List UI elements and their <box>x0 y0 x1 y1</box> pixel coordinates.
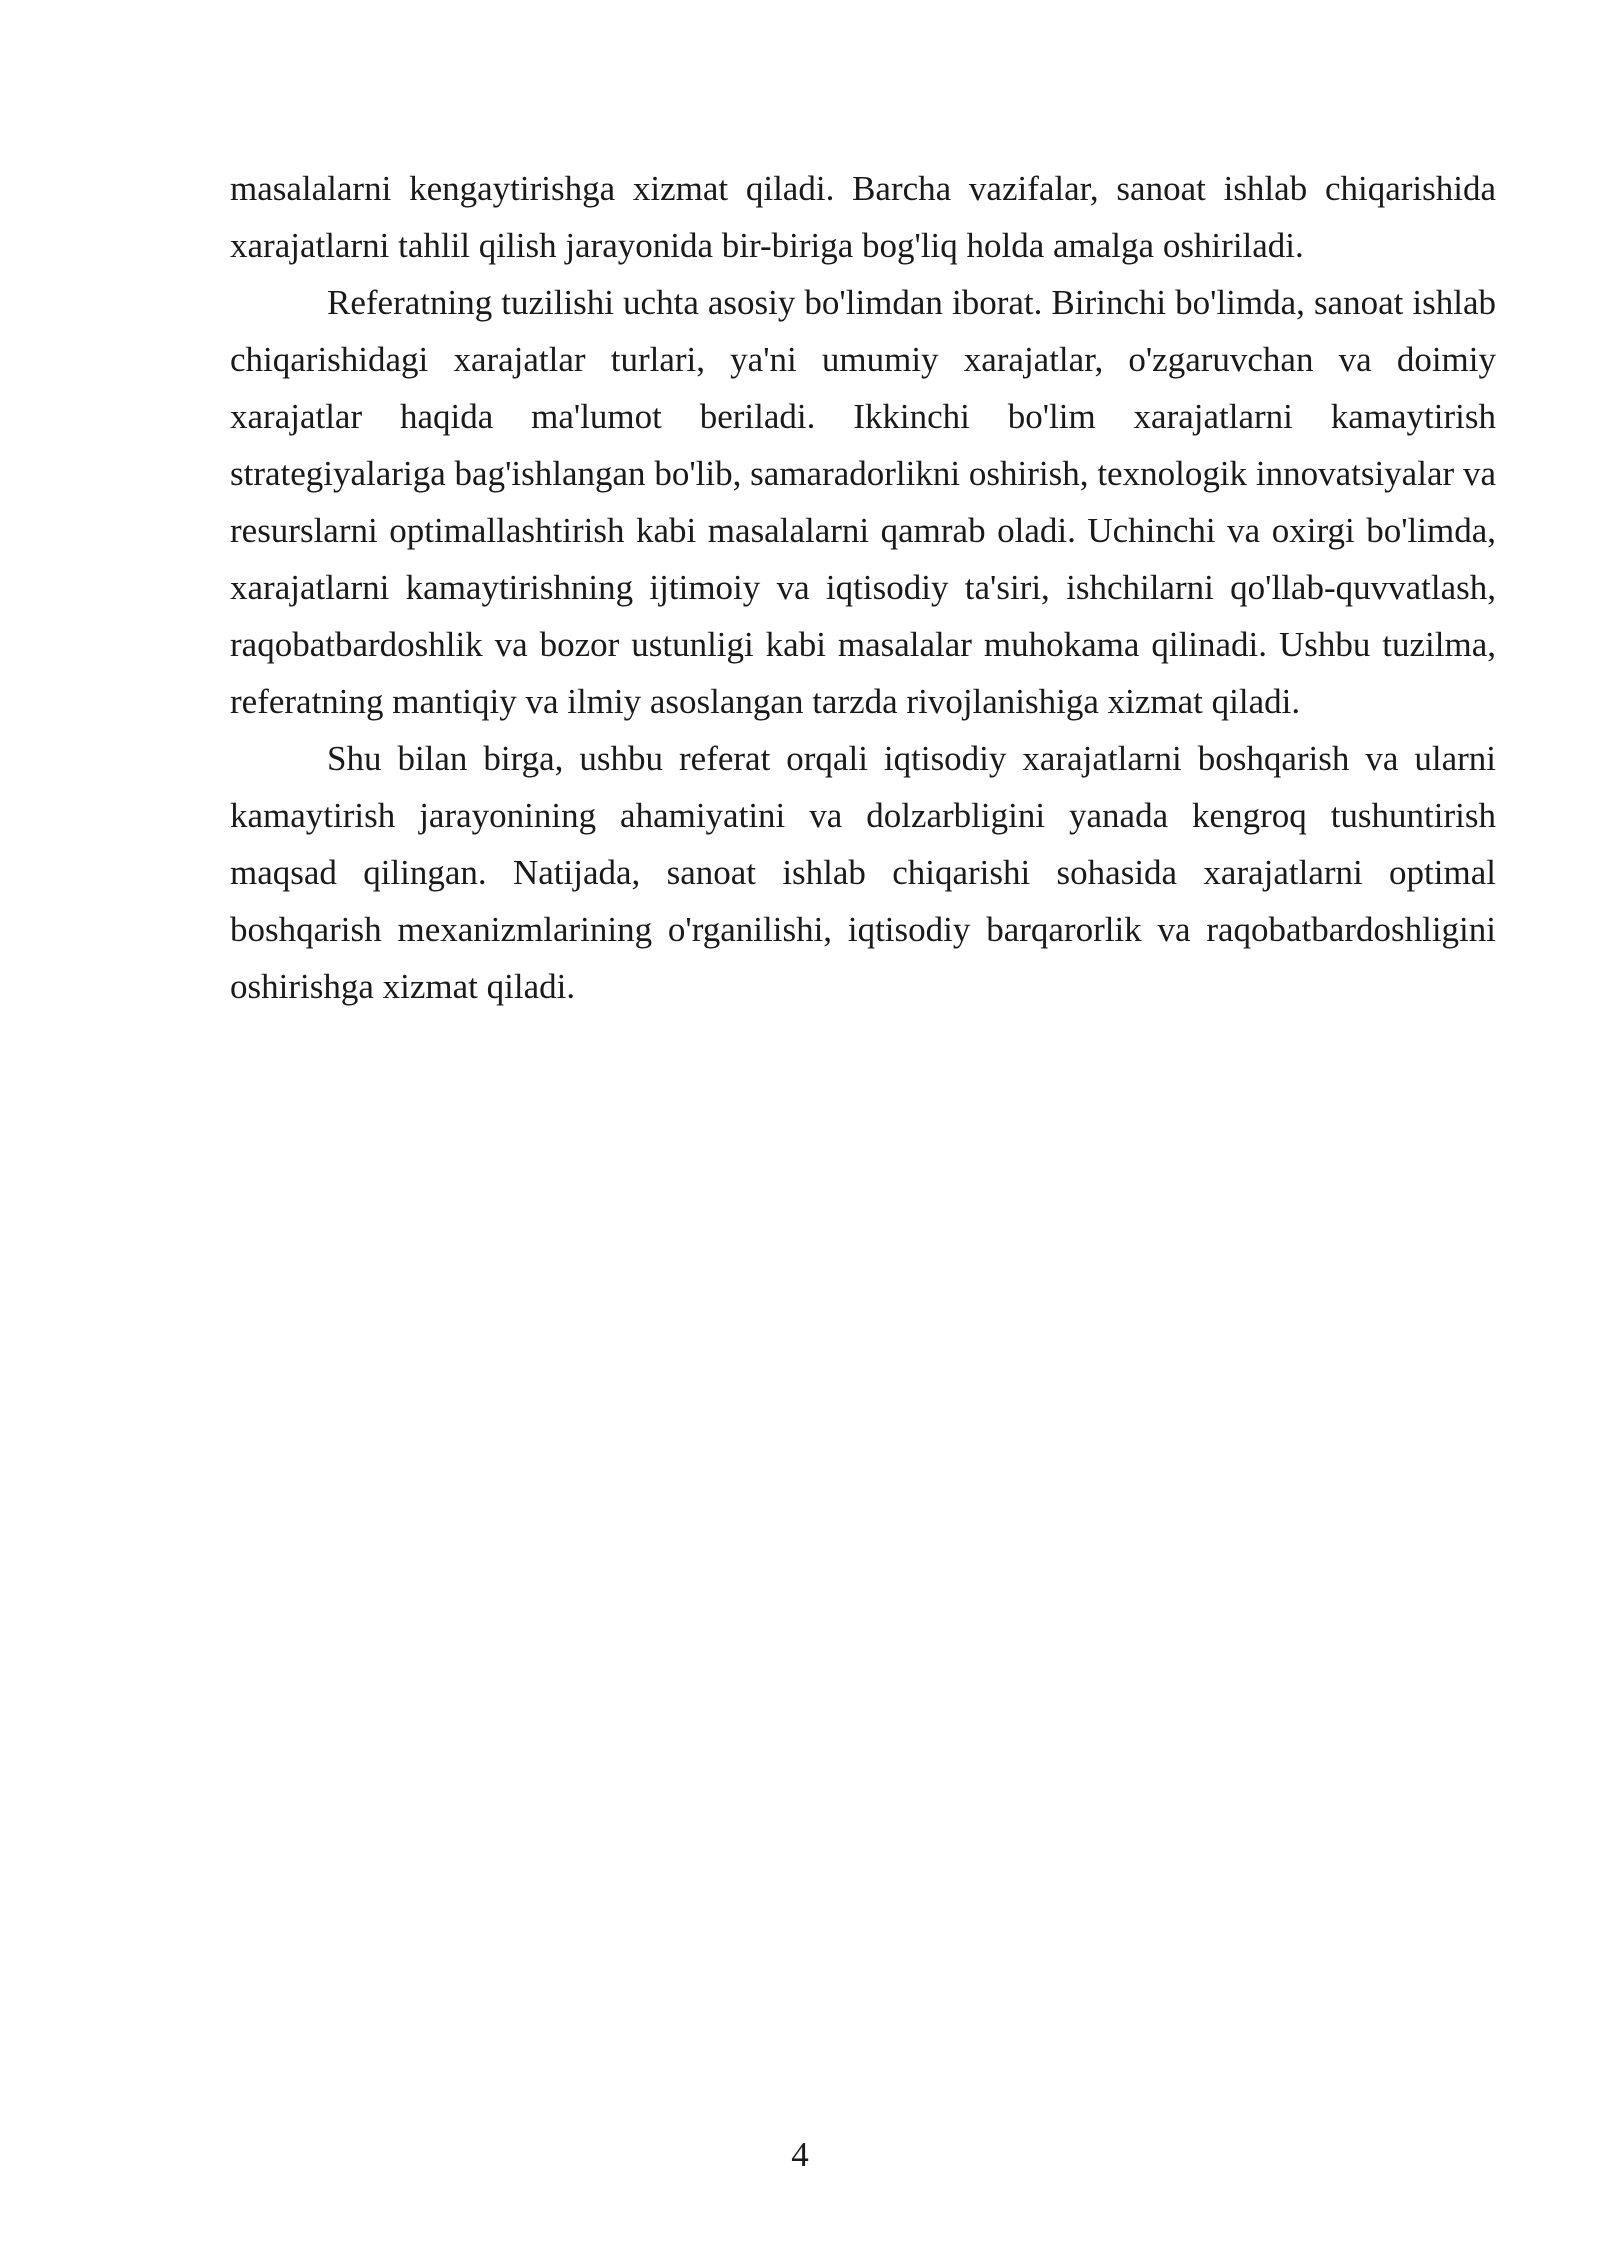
page-number: 4 <box>791 2135 809 2174</box>
document-body <box>230 160 1496 1015</box>
paragraph-continuation: masalalarni kengaytirishga xizmat qiladi. Barcha vazifalar, sanoat ishlab chiqarishida xarajatlarni tahlil qilish jarayonida bir-biriga bog'liq holda amalga oshiriladi. <box>230 169 1496 265</box>
paragraph-conclusion: Shu bilan birga, ushbu referat orqali iqtisodiy xarajatlarni boshqarish va ularni kamaytirish jarayonining ahamiyatini va dolzarbligini yanada kengroq tushuntirish maqsad qilingan. Natijada, sanoat ishlab chiqarishi sohasida xarajatlarni optimal boshqarish mexanizmlarining o'rganilishi, iqtisodiy barqarorlik va raqobatbardoshligini oshirishga xizmat qiladi. <box>230 739 1496 1006</box>
paragraph-structure: Referatning tuzilishi uchta asosiy bo'limdan iborat. Birinchi bo'limda, sanoat ishlab chiqarishidagi xarajatlar turlari, ya'ni umumiy xarajatlar, o'zgaruvchan va doimiy xarajatlar haqida ma'lumot beriladi. Ikkinchi bo'lim xarajatlarni kamaytirish strategiyalariga bag'ishlangan bo'lib, samaradorlikni oshirish, texnologik innovatsiyalar va resurslarni optimallashtirish kabi masalalarni qamrab oladi. Uchinchi va oxirgi bo'limda, xarajatlarni kamaytirishning ijtimoiy va iqtisodiy ta'siri, ishchilarni qo'llab-quvvatlash, raqobatbardoshlik va bozor ustunligi kabi masalalar muhokama qilinadi. Ushbu tuzilma, referatning mantiqiy va ilmiy asoslangan tarzda rivojlanishiga xizmat qiladi. <box>230 283 1496 721</box>
